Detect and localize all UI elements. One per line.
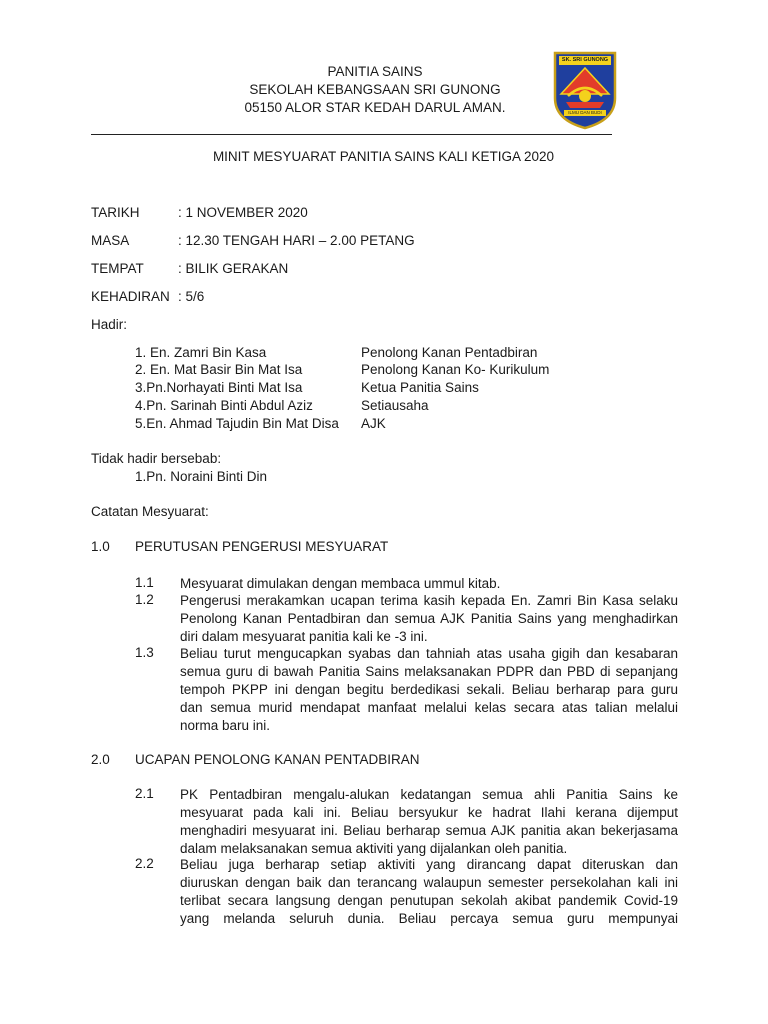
item-number: 2.1 — [135, 786, 154, 801]
item-line: menghadiri mesyuarat ini. Beliau berharap semua AJK panitia akan bekerjasama — [180, 823, 678, 838]
document-title: MINIT MESYUARAT PANITIA SAINS KALI KETIGA 2020 — [212, 149, 555, 164]
member-role: Ketua Panitia Sains — [361, 380, 479, 395]
absent-member: 1.Pn. Noraini Binti Din — [135, 469, 268, 484]
item-line: dan semua murid mendapat manfaat melalui kelas secara atas talian melalui — [180, 700, 678, 715]
member-role: Penolong Kanan Pentadbiran — [361, 345, 538, 360]
item-line: tempoh PKPP ini dengan begitu berdedikasi sekali. Beliau berharap para guru — [180, 682, 678, 697]
tempat-value: : BILIK GERAKAN — [178, 261, 289, 276]
present-heading: Hadir: — [91, 317, 128, 332]
item-text — [180, 645, 678, 735]
item-line: terlibat secara langsung dengan penutupan sekolah akibat pandemik Covid-19 — [180, 893, 678, 908]
section-number: 1.0 — [91, 539, 110, 554]
school-crest-logo — [552, 50, 618, 130]
item-line: dalam melaksanakan semua aktiviti yang dijalankan oleh panitia. — [180, 841, 568, 856]
item-line: Beliau juga berharap setiap aktiviti yang dirancang dapat diteruskan dan — [180, 857, 678, 872]
item-text — [180, 856, 678, 928]
tarikh-label: TARIKH — [91, 205, 140, 220]
item-number: 1.2 — [135, 592, 154, 607]
member-role: AJK — [361, 416, 386, 431]
member-role: Penolong Kanan Ko- Kurikulum — [361, 362, 550, 377]
kehadiran-value: : 5/6 — [178, 289, 205, 304]
member-role: Setiausaha — [361, 398, 429, 413]
item-number: 1.3 — [135, 645, 154, 660]
absent-heading: Tidak hadir bersebab: — [91, 451, 222, 466]
section-title: UCAPAN PENOLONG KANAN PENTADBIRAN — [135, 752, 420, 767]
tarikh-value: : 1 NOVEMBER 2020 — [178, 205, 308, 220]
masa-label: MASA — [91, 233, 130, 248]
masa-value: : 12.30 TENGAH HARI – 2.00 PETANG — [178, 233, 415, 248]
notes-heading: Catatan Mesyuarat: — [91, 504, 209, 519]
kehadiran-label: KEHADIRAN — [91, 289, 170, 304]
item-line: Pengerusi merakamkan ucapan terima kasih kepada En. Zamri Bin Kasa selaku — [180, 593, 678, 608]
item-line: yang melanda seluruh dunia. Beliau percaya semua guru mempunyai — [180, 911, 678, 926]
item-line: Penolong Kanan Pentadbiran dan semua AJK Panitia Sains yang menghadirkan — [180, 611, 678, 626]
member-name: 1. En. Zamri Bin Kasa — [135, 345, 267, 360]
item-number: 2.2 — [135, 856, 154, 871]
item-line: diri dalam mesyuarat panitia kali ke -3 ini. — [180, 629, 428, 644]
member-name: 4.Pn. Sarinah Binti Abdul Aziz — [135, 398, 313, 413]
item-line: Mesyuarat dimulakan dengan membaca ummul kitab. — [180, 576, 501, 591]
item-text — [180, 592, 678, 646]
header-panel-name: PANITIA SAINS — [327, 64, 423, 79]
item-line: norma baru ini. — [180, 718, 271, 733]
header-school-name: SEKOLAH KEBANGSAAN SRI GUNONG — [249, 82, 501, 97]
crest-bottom-text: ILMU DAN BUDI — [568, 110, 602, 115]
item-line: PK Pentadbiran mengalu-alukan kedatangan semua ahli Panitia Sains ke — [180, 787, 678, 802]
header-school-address: 05150 ALOR STAR KEDAH DARUL AMAN. — [244, 100, 506, 115]
member-name: 3.Pn.Norhayati Binti Mat Isa — [135, 380, 303, 395]
item-line: Beliau turut mengucapkan syabas dan tahniah atas usaha gigih dan kesabaran — [180, 646, 678, 661]
item-text — [180, 575, 678, 593]
section-title: PERUTUSAN PENGERUSI MESYUARAT — [135, 539, 389, 554]
item-number: 1.1 — [135, 575, 154, 590]
crest-top-text: SK. SRI GUNONG — [561, 57, 609, 63]
item-line: semua guru di bawah Panitia Sains melaksanakan PDPR dan PBD di sepanjang — [180, 664, 678, 679]
item-text — [180, 786, 678, 858]
member-name: 5.En. Ahmad Tajudin Bin Mat Disa — [135, 416, 339, 431]
item-line: diuruskan dengan baik dan terancang walaupun semester persekolahan kali ini — [180, 875, 678, 890]
header-divider — [91, 134, 612, 135]
member-name: 2. En. Mat Basir Bin Mat Isa — [135, 362, 303, 377]
section-number: 2.0 — [91, 752, 110, 767]
tempat-label: TEMPAT — [91, 261, 144, 276]
item-line: mesyuarat pada kali ini. Beliau bersyukur ke hadrat Ilahi kerana dijemput — [180, 805, 678, 820]
